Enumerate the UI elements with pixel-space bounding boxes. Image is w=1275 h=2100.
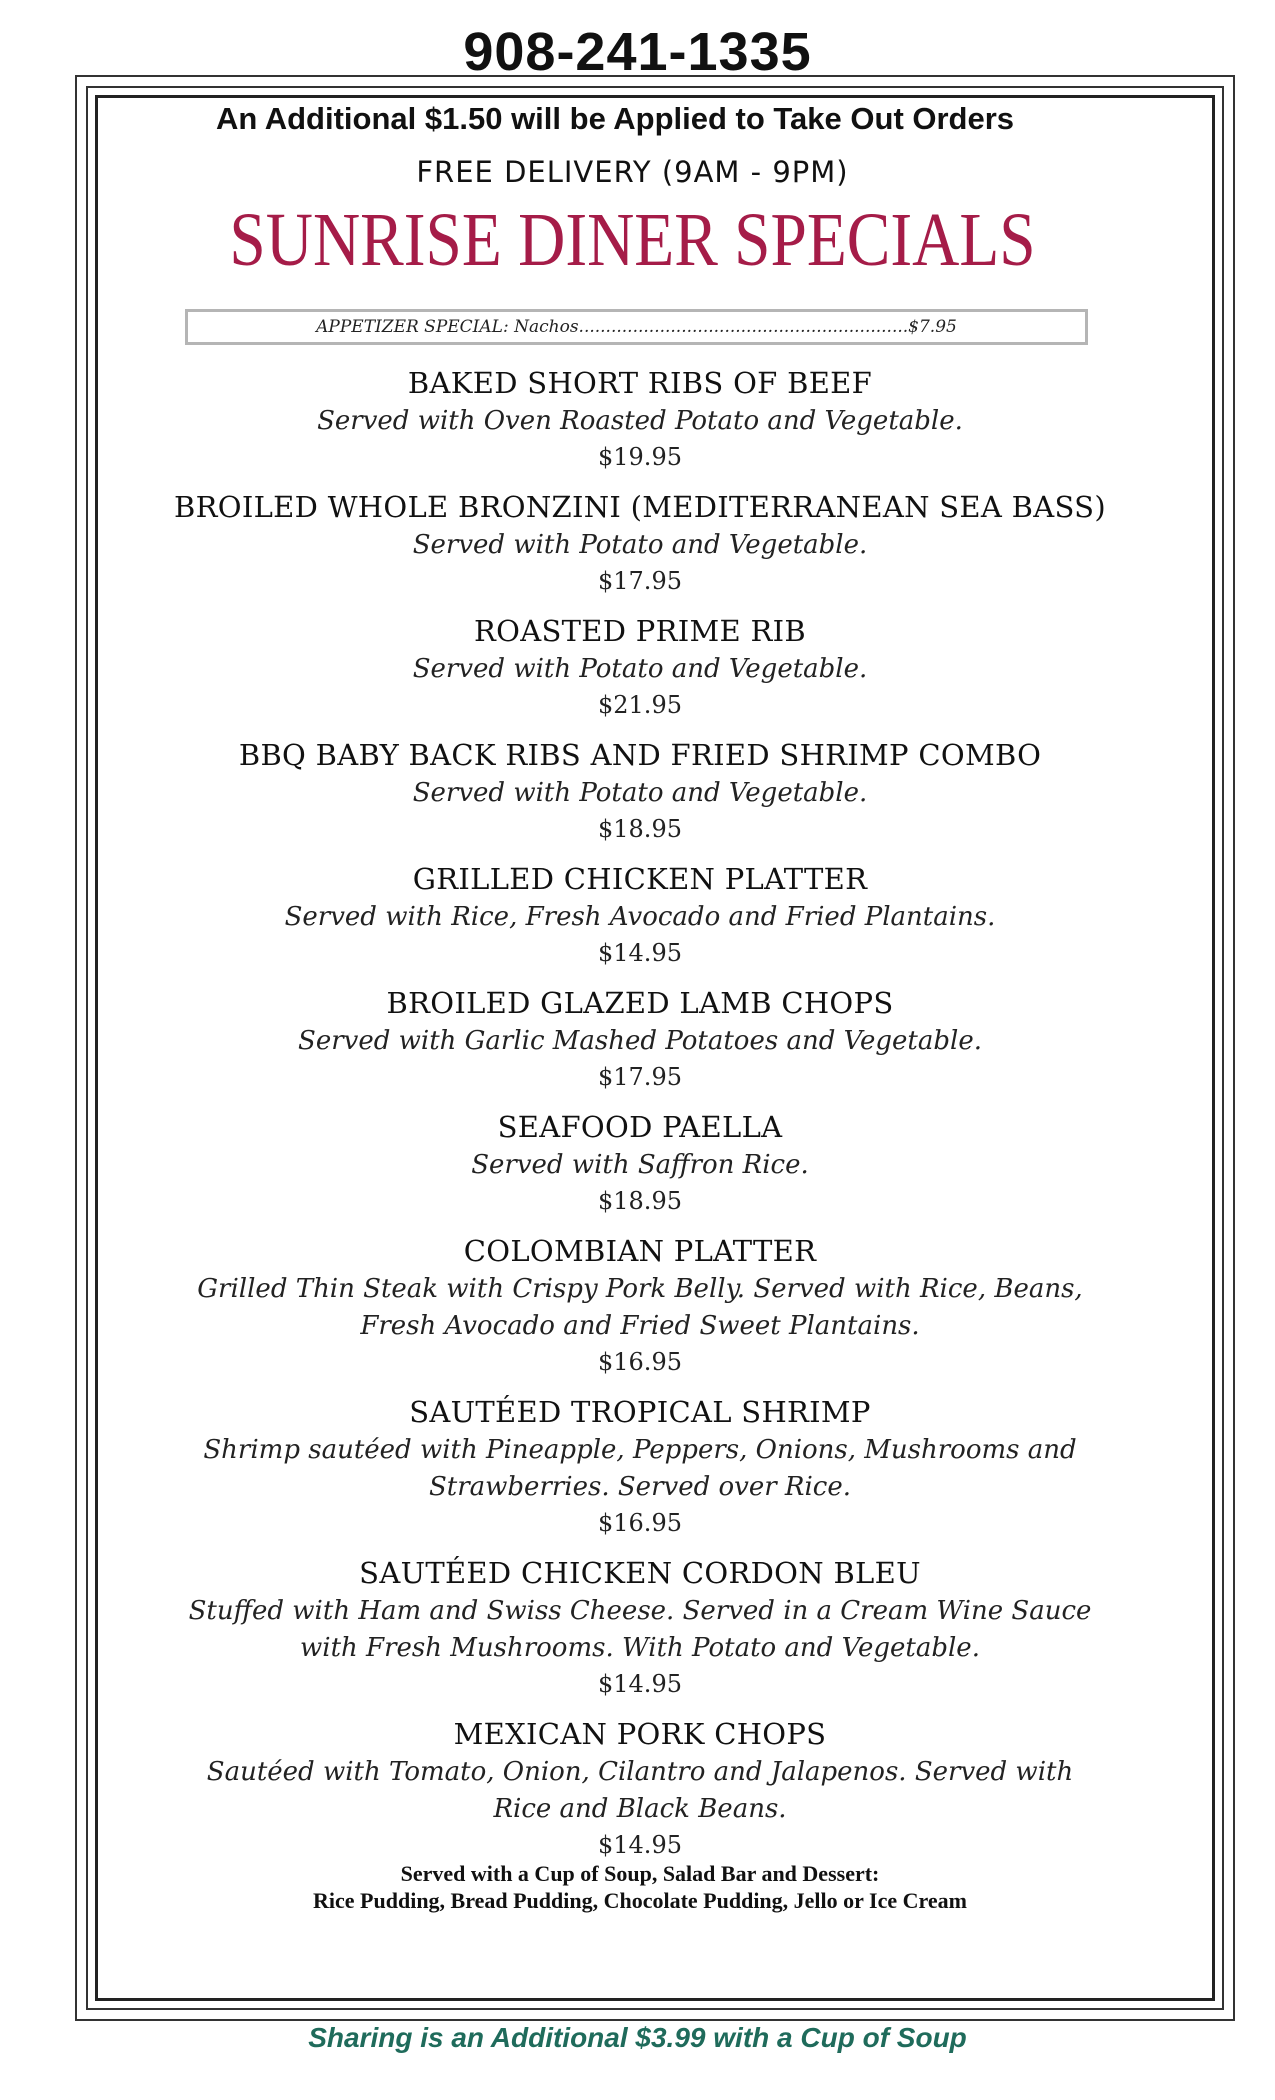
menu-item-description: Served with Potato and Vegetable. bbox=[412, 778, 868, 808]
menu-item bbox=[95, 1231, 1185, 1379]
takeout-notice: An Additional $1.50 will be Applied to Take Out Orders bbox=[215, 101, 1015, 136]
specials-list bbox=[95, 363, 1185, 1875]
meal-includes-line-2: Rice Pudding, Bread Pudding, Chocolate Pudding, Jello or Ice Cream bbox=[313, 1888, 967, 1913]
menu-item-price: $16.95 bbox=[598, 1509, 682, 1537]
phone-number: 908-241-1335 bbox=[463, 22, 812, 82]
menu-item bbox=[95, 1392, 1185, 1540]
menu-item-name: SEAFOOD PAELLA bbox=[497, 1110, 783, 1144]
menu-item-description: Served with Potato and Vegetable. bbox=[412, 654, 868, 684]
menu-item-description: Served with Oven Roasted Potato and Vegetable. bbox=[317, 406, 963, 436]
menu-item bbox=[95, 363, 1185, 474]
menu-item-price: $21.95 bbox=[598, 691, 682, 719]
menu-item-price: $17.95 bbox=[598, 567, 682, 595]
menu-item-price: $14.95 bbox=[598, 1831, 682, 1859]
menu-item-price: $18.95 bbox=[598, 1187, 682, 1215]
menu-item bbox=[95, 983, 1185, 1094]
menu-item-price: $19.95 bbox=[598, 443, 682, 471]
menu-item-description: Served with Potato and Vegetable. bbox=[412, 530, 868, 560]
meal-includes-note bbox=[95, 1860, 1185, 1914]
menu-item-description: Strawberries. Served over Rice. bbox=[428, 1472, 852, 1502]
menu-item-description: with Fresh Mushrooms. With Potato and Vegetable. bbox=[300, 1633, 980, 1663]
menu-item-price: $14.95 bbox=[598, 1670, 682, 1698]
menu-item-description: Served with Saffron Rice. bbox=[471, 1150, 809, 1180]
menu-item bbox=[95, 611, 1185, 722]
menu-item bbox=[95, 1107, 1185, 1218]
menu-item-description: Served with Rice, Fresh Avocado and Fried Plantains. bbox=[284, 902, 996, 932]
menu-item-description: Sautéed with Tomato, Onion, Cilantro and Jalapenos. Served with bbox=[206, 1757, 1074, 1787]
menu-item-name: SAUTÉED TROPICAL SHRIMP bbox=[409, 1395, 871, 1429]
menu-item-description: Rice and Black Beans. bbox=[493, 1794, 787, 1824]
menu-item-name: BROILED GLAZED LAMB CHOPS bbox=[386, 986, 894, 1020]
menu-item-description: Stuffed with Ham and Swiss Cheese. Served in a Cream Wine Sauce bbox=[188, 1596, 1092, 1626]
menu-item-name: MEXICAN PORK CHOPS bbox=[453, 1717, 827, 1751]
menu-item-name: BBQ BABY BACK RIBS AND FRIED SHRIMP COMBO bbox=[238, 738, 1042, 772]
menu-item bbox=[95, 1714, 1185, 1862]
menu-item-price: $16.95 bbox=[598, 1348, 682, 1376]
menu-item bbox=[95, 487, 1185, 598]
menu-item bbox=[95, 1553, 1185, 1701]
menu-item-name: COLOMBIAN PLATTER bbox=[463, 1234, 817, 1268]
menu-item-name: BROILED WHOLE BRONZINI (MEDITERRANEAN SEA BASS) bbox=[174, 490, 1106, 524]
menu-item-price: $14.95 bbox=[598, 939, 682, 967]
menu-item bbox=[95, 859, 1185, 970]
appetizer-special: APPETIZER SPECIAL: Nachos.............................................................$7.95 bbox=[185, 309, 1088, 345]
menu-item-description: Grilled Thin Steak with Crispy Pork Belly. Served with Rice, Beans, bbox=[197, 1274, 1083, 1304]
menu-item-name: ROASTED PRIME RIB bbox=[474, 614, 806, 648]
menu-item-description: Fresh Avocado and Fried Sweet Plantains. bbox=[360, 1311, 920, 1341]
meal-includes-line-1: Served with a Cup of Soup, Salad Bar and Dessert: bbox=[400, 1861, 880, 1886]
menu-item bbox=[95, 735, 1185, 846]
sharing-note: Sharing is an Additional $3.99 with a Cup of Soup bbox=[308, 2022, 967, 2053]
menu-item-description: Served with Garlic Mashed Potatoes and Vegetable. bbox=[298, 1026, 982, 1056]
menu-item-description: Shrimp sautéed with Pineapple, Peppers, Onions, Mushrooms and bbox=[203, 1435, 1077, 1465]
menu-item-name: GRILLED CHICKEN PLATTER bbox=[412, 862, 868, 896]
delivery-notice: FREE DELIVERY (9AM - 9PM) bbox=[416, 155, 849, 189]
menu-item-price: $17.95 bbox=[598, 1063, 682, 1091]
menu-item-price: $18.95 bbox=[598, 815, 682, 843]
menu-title: SUNRISE DINER SPECIALS bbox=[229, 198, 1036, 282]
menu-item-name: SAUTÉED CHICKEN CORDON BLEU bbox=[359, 1556, 921, 1590]
menu-item-name: BAKED SHORT RIBS OF BEEF bbox=[407, 366, 873, 400]
